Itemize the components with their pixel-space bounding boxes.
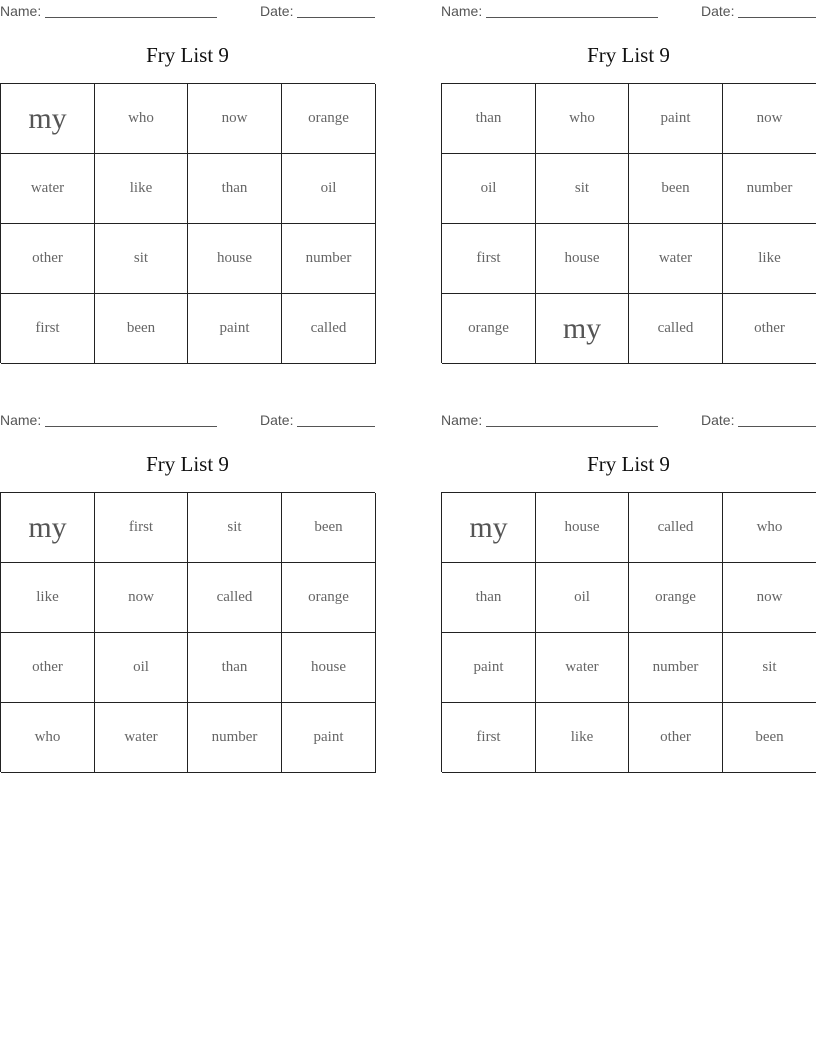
word-cell: sit — [188, 493, 282, 563]
word-cell: oil — [536, 563, 629, 633]
date-field[interactable] — [738, 412, 816, 427]
name-label: Name: — [0, 3, 42, 19]
word-cell: now — [723, 84, 816, 154]
word-cell: who — [95, 84, 188, 154]
date-label: Date: — [260, 3, 294, 19]
name-field[interactable] — [486, 412, 658, 427]
word-cell: water — [536, 633, 629, 703]
word-cell: number — [282, 224, 376, 294]
name-date-header — [441, 412, 816, 428]
card-title: Fry List 9 — [587, 452, 670, 476]
date-label: Date: — [260, 412, 294, 428]
word-cell: water — [1, 154, 95, 224]
card-title: Fry List 9 — [146, 43, 229, 67]
name-date-header — [441, 3, 816, 19]
name-label: Name: — [0, 412, 42, 428]
date-field[interactable] — [738, 3, 816, 18]
word-cell: number — [723, 154, 816, 224]
word-cell: my — [1, 493, 95, 563]
word-cell: who — [723, 493, 816, 563]
word-grid — [441, 492, 816, 772]
word-cell: than — [442, 563, 536, 633]
word-cell: oil — [442, 154, 536, 224]
word-cell: oil — [282, 154, 376, 224]
name-label: Name: — [441, 412, 483, 428]
name-date-header — [0, 3, 375, 19]
date-field[interactable] — [297, 3, 375, 18]
name-field[interactable] — [45, 412, 217, 427]
word-cell: paint — [282, 703, 376, 773]
date-label: Date: — [701, 3, 735, 19]
bingo-card — [0, 0, 375, 364]
word-cell: orange — [629, 563, 723, 633]
word-cell: other — [723, 294, 816, 364]
word-cell: paint — [442, 633, 536, 703]
word-cell: paint — [188, 294, 282, 364]
name-field[interactable] — [45, 3, 217, 18]
word-cell: paint — [629, 84, 723, 154]
date-label: Date: — [701, 412, 735, 428]
word-cell: now — [723, 563, 816, 633]
word-cell: first — [442, 703, 536, 773]
word-cell: than — [442, 84, 536, 154]
word-cell: called — [188, 563, 282, 633]
word-cell: been — [629, 154, 723, 224]
word-grid — [0, 492, 375, 772]
card-title: Fry List 9 — [587, 43, 670, 67]
word-cell: orange — [282, 563, 376, 633]
word-cell: who — [536, 84, 629, 154]
word-cell: number — [629, 633, 723, 703]
word-cell: been — [723, 703, 816, 773]
word-cell: like — [1, 563, 95, 633]
bingo-card — [0, 409, 375, 773]
date-field[interactable] — [297, 412, 375, 427]
word-cell: my — [1, 84, 95, 154]
word-grid — [0, 83, 375, 363]
word-cell: house — [536, 224, 629, 294]
word-cell: now — [188, 84, 282, 154]
word-cell: my — [442, 493, 536, 563]
word-cell: water — [95, 703, 188, 773]
name-date-header — [0, 412, 375, 428]
word-cell: like — [536, 703, 629, 773]
word-cell: than — [188, 633, 282, 703]
word-cell: called — [629, 493, 723, 563]
word-cell: first — [442, 224, 536, 294]
word-cell: house — [536, 493, 629, 563]
name-field[interactable] — [486, 3, 658, 18]
word-cell: now — [95, 563, 188, 633]
word-cell: my — [536, 294, 629, 364]
word-cell: called — [629, 294, 723, 364]
word-cell: other — [1, 224, 95, 294]
word-cell: number — [188, 703, 282, 773]
word-cell: been — [282, 493, 376, 563]
bingo-card — [441, 409, 816, 773]
word-cell: house — [282, 633, 376, 703]
word-cell: like — [723, 224, 816, 294]
word-cell: than — [188, 154, 282, 224]
word-cell: who — [1, 703, 95, 773]
word-cell: oil — [95, 633, 188, 703]
word-cell: water — [629, 224, 723, 294]
word-cell: house — [188, 224, 282, 294]
name-label: Name: — [441, 3, 483, 19]
word-cell: orange — [442, 294, 536, 364]
word-cell: other — [1, 633, 95, 703]
word-cell: been — [95, 294, 188, 364]
card-title: Fry List 9 — [146, 452, 229, 476]
word-cell: sit — [723, 633, 816, 703]
word-grid — [441, 83, 816, 363]
bingo-card — [441, 0, 816, 364]
word-cell: other — [629, 703, 723, 773]
word-cell: sit — [536, 154, 629, 224]
word-cell: sit — [95, 224, 188, 294]
word-cell: like — [95, 154, 188, 224]
word-cell: first — [1, 294, 95, 364]
word-cell: first — [95, 493, 188, 563]
word-cell: orange — [282, 84, 376, 154]
word-cell: called — [282, 294, 376, 364]
